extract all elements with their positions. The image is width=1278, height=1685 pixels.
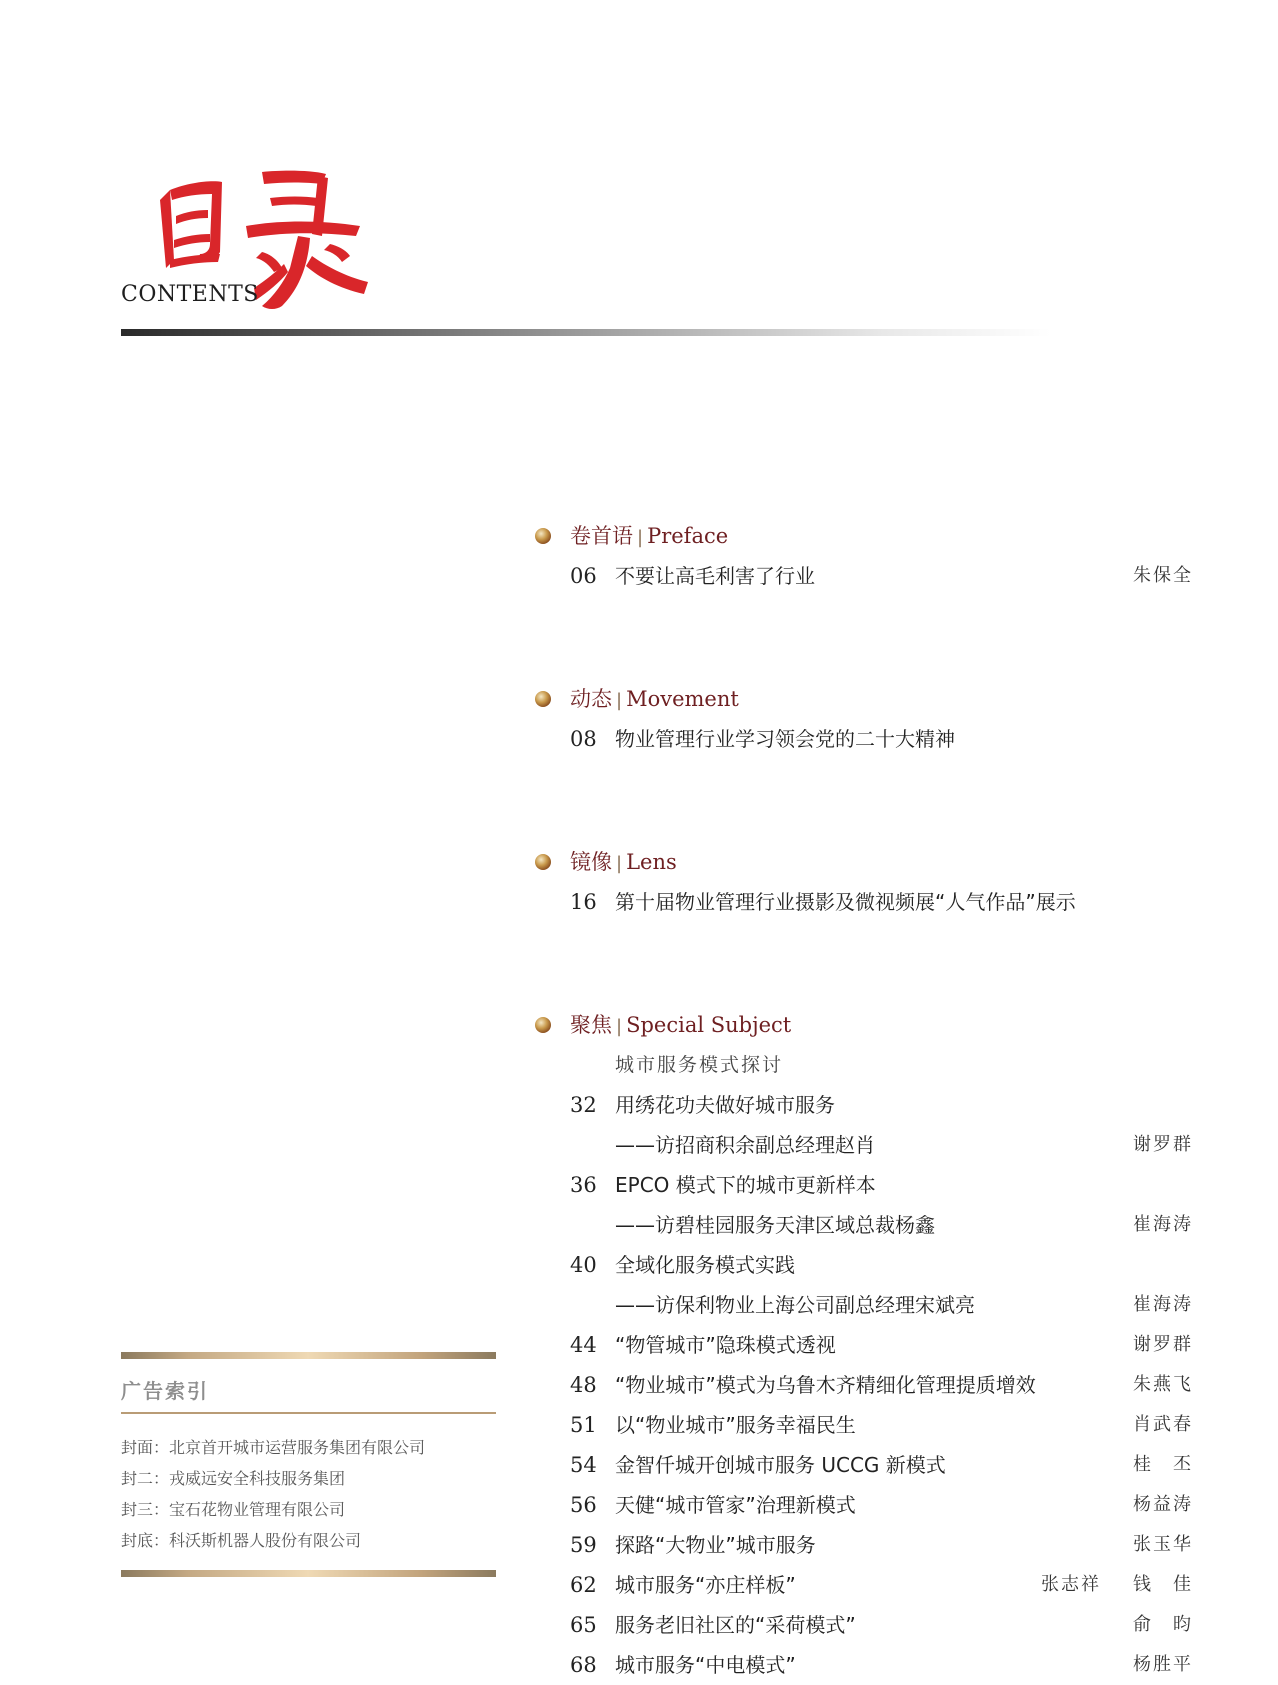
- article-author: 钱 佳: [1133, 1574, 1193, 1595]
- section-special-subject: [533, 1005, 1193, 1685]
- page-number: 44: [570, 1333, 597, 1357]
- article-title: 全域化服务模式实践: [615, 1253, 795, 1277]
- toc-entry[interactable]: [533, 1165, 1193, 1205]
- article-title: 金智仟城开创城市服务 UCCG 新模式: [615, 1453, 946, 1477]
- toc-entry[interactable]: [533, 1245, 1193, 1285]
- page-number: 56: [570, 1493, 597, 1517]
- article-title: “物管城市”隐珠模式透视: [615, 1333, 836, 1357]
- table-of-contents: [533, 516, 1193, 1685]
- toc-entry[interactable]: [533, 719, 1193, 759]
- article-title: EPCO 模式下的城市更新样本: [615, 1173, 876, 1197]
- article-author: 肖武春: [1133, 1414, 1193, 1435]
- article-title: 城市服务“中电模式”: [615, 1653, 796, 1677]
- section-lens: [533, 842, 1193, 922]
- article-author: 朱保全: [1133, 565, 1193, 586]
- section-heading: 卷首语 | Preface: [533, 516, 1193, 556]
- toc-entry[interactable]: [533, 1525, 1193, 1565]
- page-number: 68: [570, 1653, 597, 1677]
- toc-entry[interactable]: [533, 1445, 1193, 1485]
- ad-index-item: 封二：戎威远安全科技服务集团: [121, 1469, 346, 1488]
- article-author: 张志祥: [1041, 1574, 1101, 1595]
- page-number: 40: [570, 1253, 597, 1277]
- toc-entry[interactable]: [533, 1365, 1193, 1405]
- gold-bullet-icon: [535, 528, 551, 544]
- article-subtitle: ——访保利物业上海公司副总经理宋斌亮: [615, 1293, 975, 1317]
- article-author: 朱燕飞: [1133, 1374, 1193, 1395]
- section-preface: [533, 516, 1193, 596]
- section-heading: 动态 | Movement: [533, 679, 1193, 719]
- toc-entry[interactable]: [533, 1405, 1193, 1445]
- section-movement: [533, 679, 1193, 759]
- section-heading: 聚焦 | Special Subject: [533, 1005, 1193, 1045]
- section-subtopic: 城市服务模式探讨: [615, 1054, 784, 1076]
- toc-entry[interactable]: [533, 1645, 1193, 1685]
- article-author: 俞 昀: [1133, 1614, 1193, 1635]
- toc-entry[interactable]: [533, 1565, 1193, 1605]
- section-cn: 镜像: [570, 850, 612, 874]
- ad-index-item: 封面：北京首开城市运营服务集团有限公司: [121, 1438, 426, 1457]
- article-title: 城市服务“亦庄样板”: [615, 1573, 796, 1597]
- section-en: Lens: [626, 850, 677, 874]
- page-number: 65: [570, 1613, 597, 1637]
- toc-entry-subtitle[interactable]: [533, 1125, 1193, 1165]
- article-title: 探路“大物业”城市服务: [615, 1533, 816, 1557]
- article-title: 服务老旧社区的“采荷模式”: [615, 1613, 856, 1637]
- page-number: 59: [570, 1533, 597, 1557]
- page-number: 54: [570, 1453, 597, 1477]
- page-number: 62: [570, 1573, 597, 1597]
- section-heading: 镜像 | Lens: [533, 842, 1193, 882]
- article-author: 谢罗群: [1133, 1334, 1193, 1355]
- article-title: 物业管理行业学习领会党的二十大精神: [615, 727, 955, 751]
- article-author: 杨益涛: [1133, 1494, 1193, 1515]
- article-author: 崔海涛: [1133, 1214, 1193, 1235]
- section-en: Special Subject: [626, 1013, 792, 1037]
- section-en: Preface: [647, 524, 729, 548]
- page-number: 51: [570, 1413, 597, 1437]
- article-title: “物业城市”模式为乌鲁木齐精细化管理提质增效: [615, 1373, 1036, 1397]
- toc-entry-subtitle[interactable]: [533, 1205, 1193, 1245]
- article-subtitle: ——访碧桂园服务天津区域总裁杨鑫: [615, 1213, 935, 1237]
- ad-index-bottom-bar: [121, 1570, 496, 1577]
- section-cn: 卷首语: [570, 524, 633, 548]
- ad-index-top-bar: [121, 1352, 496, 1359]
- section-cn: 聚焦: [570, 1013, 612, 1037]
- section-en: Movement: [626, 687, 739, 711]
- page-header: [0, 0, 1278, 360]
- ad-index-item: 封底：科沃斯机器人股份有限公司: [121, 1531, 362, 1550]
- page-number: 16: [570, 890, 597, 914]
- gold-bullet-icon: [535, 854, 551, 870]
- article-title: 天健“城市管家”治理新模式: [615, 1493, 856, 1517]
- toc-entry[interactable]: [533, 882, 1193, 922]
- gold-bullet-icon: [535, 691, 551, 707]
- ad-index-title: 广告索引: [121, 1379, 209, 1403]
- section-cn: 动态: [570, 687, 612, 711]
- article-author: 桂 丕: [1133, 1454, 1193, 1475]
- gold-bullet-icon: [535, 1017, 551, 1033]
- toc-entry[interactable]: [533, 1085, 1193, 1125]
- article-title: 以“物业城市”服务幸福民生: [615, 1413, 856, 1437]
- article-title: 用绣花功夫做好城市服务: [615, 1093, 835, 1117]
- contents-label: CONTENTS: [121, 282, 259, 307]
- page-number: 36: [570, 1173, 597, 1197]
- page-number: 08: [570, 727, 597, 751]
- article-author: 崔海涛: [1133, 1294, 1193, 1315]
- toc-entry-subtitle[interactable]: [533, 1285, 1193, 1325]
- page-number: 32: [570, 1093, 597, 1117]
- article-title: 第十届物业管理行业摄影及微视频展“人气作品”展示: [615, 890, 1076, 914]
- article-author: 杨胜平: [1133, 1654, 1193, 1675]
- ad-index-divider: [121, 1412, 496, 1414]
- ad-index-panel: [121, 1352, 496, 1577]
- toc-entry[interactable]: [533, 556, 1193, 596]
- toc-entry[interactable]: [533, 1325, 1193, 1365]
- article-subtitle: ——访招商积余副总经理赵肖: [615, 1133, 875, 1157]
- article-author: 谢罗群: [1133, 1134, 1193, 1155]
- toc-entry[interactable]: [533, 1605, 1193, 1645]
- toc-entry[interactable]: [533, 1485, 1193, 1525]
- header-divider: [121, 329, 1051, 336]
- ad-index-item: 封三：宝石花物业管理有限公司: [121, 1500, 346, 1519]
- page-number: 06: [570, 564, 597, 588]
- article-author: 张玉华: [1133, 1534, 1193, 1555]
- page-number: 48: [570, 1373, 597, 1397]
- article-title: 不要让高毛利害了行业: [615, 564, 815, 588]
